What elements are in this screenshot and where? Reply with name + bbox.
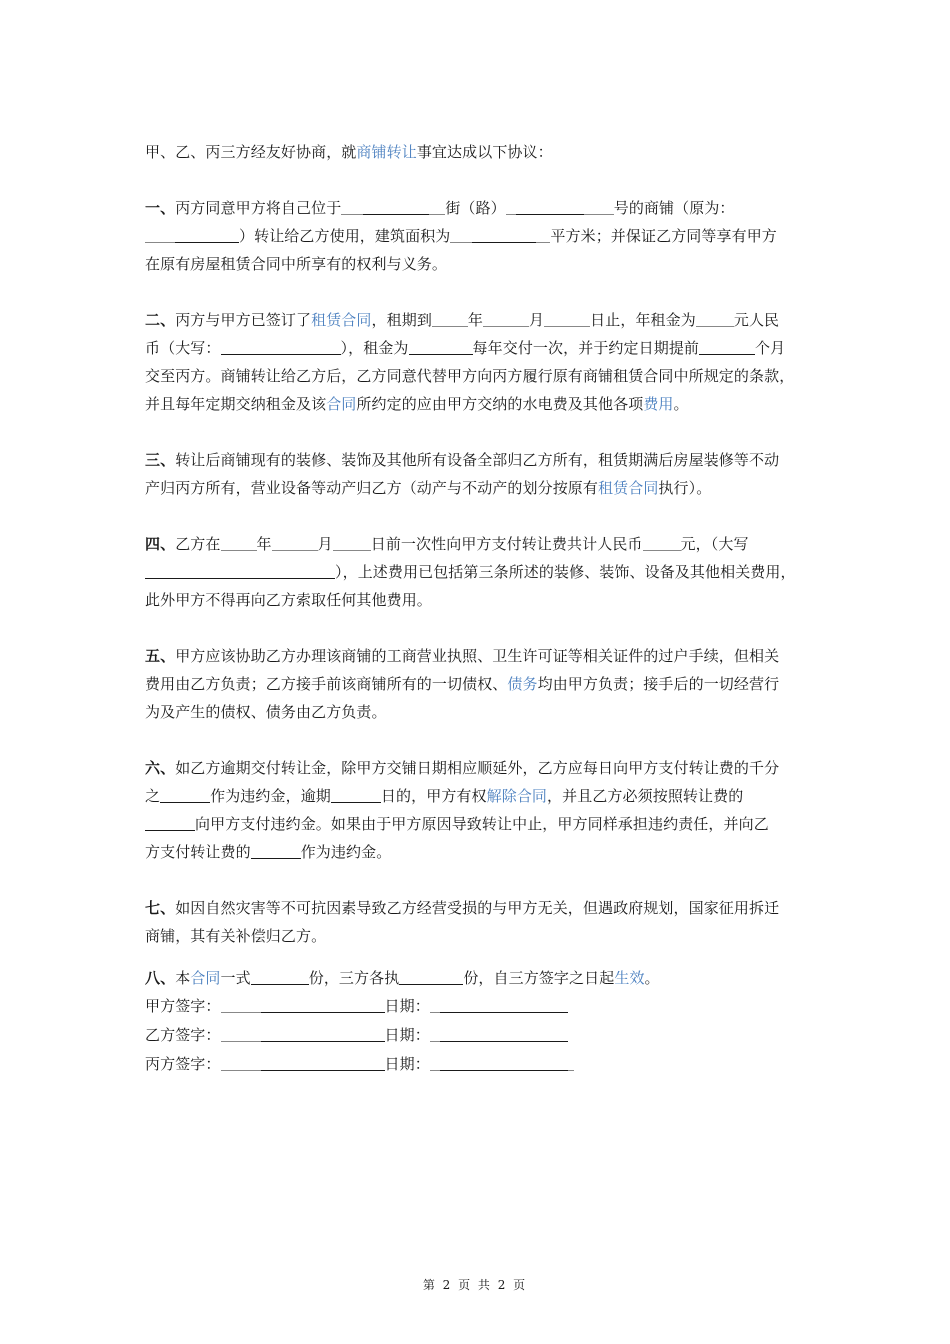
blank-field[interactable] [341,199,363,215]
date-field[interactable] [430,1026,440,1042]
street-blank[interactable] [363,199,429,215]
signature-field[interactable] [221,1055,261,1071]
rent-period-blank[interactable] [409,339,473,355]
clause-3: 三、转让后商铺现有的装修、装饰及其他所有设备全部归乙方所有，租赁期满后房屋装修等不动 产归丙方所有，营业设备等动产归乙方（动产与不动产的划分按原有租赁合同执行）。 [145,451,780,497]
clause-1: 一、丙方同意甲方将自己位于 街（路） 号的商铺（原为： ）转让给乙方使用，建筑面积为 平方米；并保证乙方同等享有甲方 在原有房屋租赁合同中所享有的权利与义务。 [145,199,777,273]
day-blank[interactable] [333,535,371,551]
clause-7: 七、如因自然灾害等不可抗因素导致乙方经营受损的与甲方无关，但遇政府规划，国家征用拆迁 商铺，其有关补偿归乙方。 [145,899,780,945]
signature-field[interactable] [221,997,261,1013]
date-field[interactable] [440,1055,568,1071]
months-ahead-blank[interactable] [699,339,755,355]
link-contract[interactable]: 合同 [326,395,357,413]
rent-blank[interactable] [696,311,734,327]
signature-field[interactable] [221,1026,261,1042]
link-effective[interactable]: 生效 [614,969,645,987]
blank-field[interactable] [145,227,175,243]
date-field[interactable] [440,997,568,1013]
link-shop-transfer[interactable]: 商铺转让 [356,143,417,161]
month-blank[interactable] [483,311,529,327]
rent-words-blank[interactable] [221,339,341,355]
blank-field[interactable] [450,227,472,243]
month-blank[interactable] [272,535,318,551]
clause-6: 六、如乙方逾期交付转让金，除甲方交铺日期相应顺延外，乙方应每日向甲方支付转让费的千分 之 作为违约金，逾期 日的，甲方有权解除合同，并且乙方必须按照转让费的 向甲方支付违约金。如果由于甲方原因导致转让中止，甲方同样承担违约责任，并向乙 方支付转让费的 作为违约金。 [145,759,780,861]
fee-blank[interactable] [643,535,681,551]
clause-number: 八、 [145,969,176,987]
overdue-days-blank[interactable] [331,787,381,803]
clause-number: 七、 [145,899,176,917]
intro-paragraph: 甲、乙、丙三方经友好协商，就商铺转让事宜达成以下协议： [145,143,553,161]
clause-number: 六、 [145,759,176,777]
signature-block [145,992,810,1079]
signature-field[interactable] [261,1026,385,1042]
clause-number: 二、 [145,311,176,329]
year-blank[interactable] [221,535,257,551]
blank-field[interactable] [536,227,550,243]
copies-each-blank[interactable] [399,969,463,985]
signature-field[interactable] [261,1055,385,1071]
date-field[interactable] [430,997,440,1013]
penalty-blank[interactable] [251,843,301,859]
blank-field[interactable] [506,199,516,215]
penalty-blank[interactable] [145,815,195,831]
blank-field[interactable] [429,199,445,215]
clause-number: 一、 [145,199,176,217]
clause-2: 二、丙方与甲方已签订了租赁合同，租期到 年 月 日止，年租金为 元人民 币（大写： ），租金为 每年交付一次，并于约定日期提前 个月 交至丙方。商铺转让给乙方后，乙方同意代替甲方向丙方履行原有商铺租赁合同中所规定的条款， 并且每年定期交纳租金及该合同所约定的应由甲方交纳的水电费及其他各项费用。 [145,311,795,413]
link-fees[interactable]: 费用 [643,395,674,413]
day-blank[interactable] [544,311,590,327]
link-debts[interactable]: 债务 [507,675,538,693]
link-terminate-contract[interactable]: 解除合同 [486,787,548,805]
date-field[interactable] [430,1055,440,1071]
signature-row-party-b: 乙方签字： 日期： [145,1021,810,1050]
clause-5: 五、甲方应该协助乙方办理该商铺的工商营业执照、卫生许可证等相关证件的过户手续，但相关 费用由乙方负责；乙方接手前该商铺所有的一切债权、债务均由甲方负责；接手后的一切经营行 为及产生的债权、债务由乙方负责。 [145,647,780,721]
link-contract[interactable]: 合同 [190,969,221,987]
clause-4: 四、乙方在 年 月 日前一次性向甲方支付转让费共计人民币 元，（大写 ），上述费用已包括第三条所述的装修、装饰、设备及其他相关费用， 此外甲方不得再向乙方索取任何其他费用。 [145,535,796,609]
contract-body [145,138,810,1079]
penalty-rate-blank[interactable] [160,787,210,803]
signature-row-party-c: 丙方签字： 日期： [145,1050,810,1079]
area-blank[interactable] [472,227,536,243]
clause-number: 五、 [145,647,176,665]
date-field[interactable] [568,1055,574,1071]
page-footer: 第 2 页 共 2 页 [422,1278,528,1292]
link-lease-contract[interactable]: 租赁合同 [598,479,659,497]
date-field[interactable] [440,1026,568,1042]
clause-number: 四、 [145,535,176,553]
copies-blank[interactable] [251,969,309,985]
link-lease-contract[interactable]: 租赁合同 [311,311,372,329]
clause-8: 八、本合同一式 份，三方各执 份，自三方签字之日起生效。 [145,969,660,987]
signature-field[interactable] [261,997,385,1013]
year-blank[interactable] [432,311,468,327]
signature-row-party-a: 甲方签字： 日期： [145,992,810,1021]
original-use-blank[interactable] [175,227,239,243]
fee-words-blank[interactable] [145,563,335,579]
number-blank[interactable] [516,199,584,215]
clause-number: 三、 [145,451,176,469]
blank-field[interactable] [584,199,614,215]
